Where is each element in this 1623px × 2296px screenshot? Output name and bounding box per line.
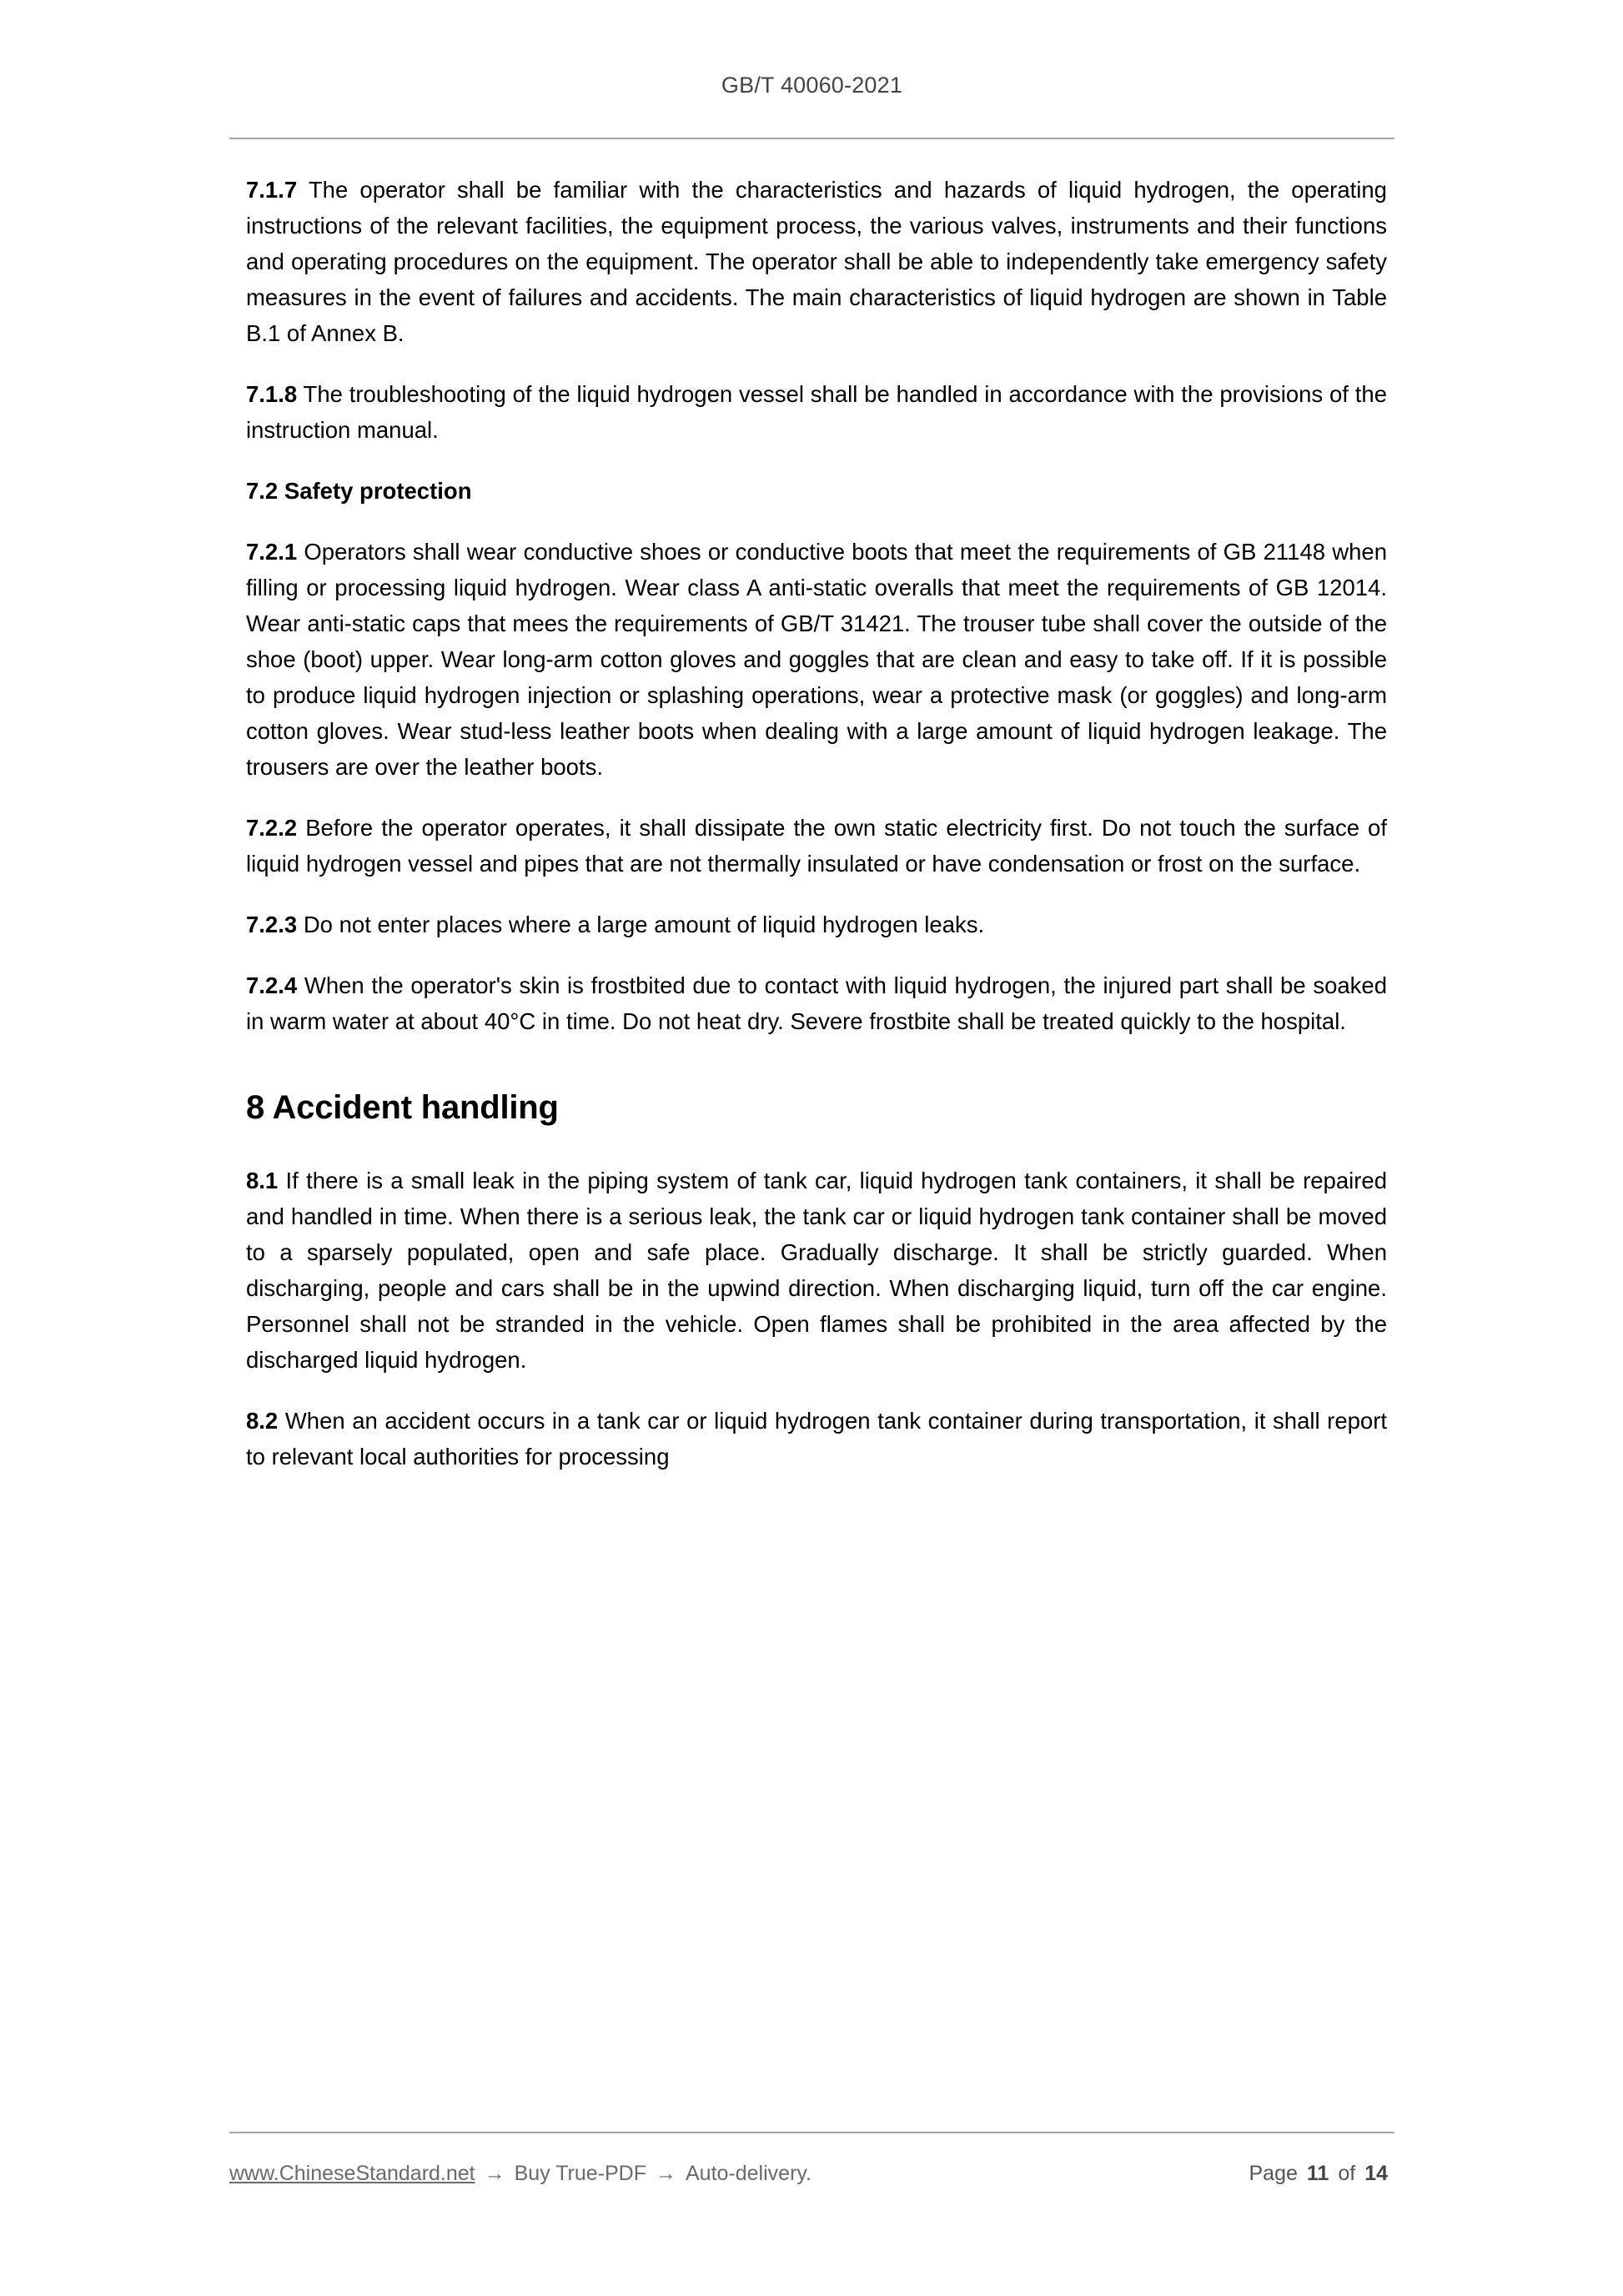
current-page-number: 11 (1306, 2161, 1329, 2185)
right-arrow-icon: → (484, 2161, 505, 2185)
section-number: 8 (246, 1089, 265, 1126)
footer-divider (229, 2132, 1394, 2133)
sub-heading (246, 473, 1387, 509)
clause-paragraph (246, 534, 1387, 785)
page-label: Page (1249, 2161, 1298, 2185)
clause-number: 7.2.2 (246, 815, 298, 841)
page-indicator (1249, 2162, 1389, 2186)
clause-number: 8.2 (246, 1408, 279, 1434)
header-divider (229, 138, 1394, 139)
section-title: Accident handling (272, 1089, 559, 1126)
clause-text: Before the operator operates, it shall dissipate the own static electricity first. Do not touch the surface of liquid hydrogen vessel and pipes that are not thermally insulated or have condensation or frost on the surface. (246, 815, 1387, 877)
clause-paragraph (246, 1403, 1387, 1475)
clause-text: Operators shall wear conductive shoes or conductive boots that meet the requirements of GB 21148 when filling or processing liquid hydrogen. Wear class A anti-static overalls that meet the requirements of GB 12014. Wear anti-static caps that mees the requirements of GB/T 31421. The trouser tube shall cover the outside of the shoe (boot) upper. Wear long-arm cotton gloves and goggles that are clean and easy to take off. If it is possible to produce liquid hydrogen injection or splashing operations, wear a protective mask (or goggles) and long-arm cotton gloves. Wear stud-less leather boots when dealing with a large amount of liquid hydrogen leakage. The trousers are over the leather boots. (246, 539, 1388, 780)
clause-text: Do not enter places where a large amount of liquid hydrogen leaks. (303, 912, 985, 937)
clause-number: 8.1 (246, 1168, 279, 1193)
clause-text: The operator shall be familiar with the characteristics and hazards of liquid hydrogen, the operating instructions of the relevant facilities, the equipment process, the various valves, instruments and their functions and operating procedures on the equipment. The operator shall be able to independently take emergency safety measures in the event of failures and accidents. The main characteristics of liquid hydrogen are shown in Table B.1 of Annex B. (246, 177, 1387, 346)
of-label: of (1338, 2161, 1356, 2185)
right-arrow-icon-2: → (656, 2161, 676, 2185)
document-body (246, 172, 1387, 1475)
running-header (229, 72, 1394, 98)
clause-paragraph (246, 172, 1387, 351)
clause-text: The troubleshooting of the liquid hydrogen vessel shall be handled in accordance with the provisions of the instruction manual. (246, 381, 1387, 443)
clause-text: When an accident occurs in a tank car or liquid hydrogen tank container during transportation, it shall report to relevant local authorities for processing (246, 1408, 1388, 1470)
clause-text: If there is a small leak in the piping system of tank car, liquid hydrogen tank containers, it shall be repaired and handled in time. When there is a serious leak, the tank car or liquid hydrogen tank container shall be moved to a sparsely populated, open and safe place. Gradually discharge. It shall be strictly guarded. When discharging, people and cars shall be in the upwind direction. When discharging liquid, turn off the car engine. Personnel shall not be stranded in the vehicle. Open flames shall be prohibited in the area affected by the discharged liquid hydrogen. (246, 1168, 1387, 1373)
clause-paragraph (246, 1163, 1387, 1378)
chinesestandard-link[interactable]: www.ChineseStandard.net (229, 2161, 475, 2185)
clause-paragraph (246, 810, 1387, 882)
section-heading (246, 1086, 1387, 1129)
clause-number: 7.1.7 (246, 177, 298, 203)
clause-number: 7.2.4 (246, 972, 298, 998)
clause-number: 7.1.8 (246, 381, 298, 407)
total-page-count: 14 (1364, 2161, 1388, 2185)
clause-number: 7.2.1 (246, 539, 298, 565)
auto-delivery-label: Auto-delivery. (686, 2161, 812, 2185)
footer-promo-group (229, 2162, 812, 2186)
clause-paragraph (246, 967, 1387, 1039)
sub-heading-number: 7.2 (246, 478, 279, 504)
clause-number: 7.2.3 (246, 912, 298, 937)
clause-paragraph (246, 376, 1387, 448)
buy-true-pdf-label: Buy True-PDF (514, 2161, 646, 2185)
running-footer (229, 2150, 1394, 2197)
clause-paragraph (246, 907, 1387, 942)
clause-text: When the operator's skin is frostbited due to contact with liquid hydrogen, the injured part shall be soaked in warm water at about 40°C in time. Do not heat dry. Severe frostbite shall be treated quickly to the hospital. (246, 972, 1387, 1034)
standard-number: GB/T 40060-2021 (721, 73, 903, 98)
sub-heading-title: Safety protection (284, 478, 472, 504)
